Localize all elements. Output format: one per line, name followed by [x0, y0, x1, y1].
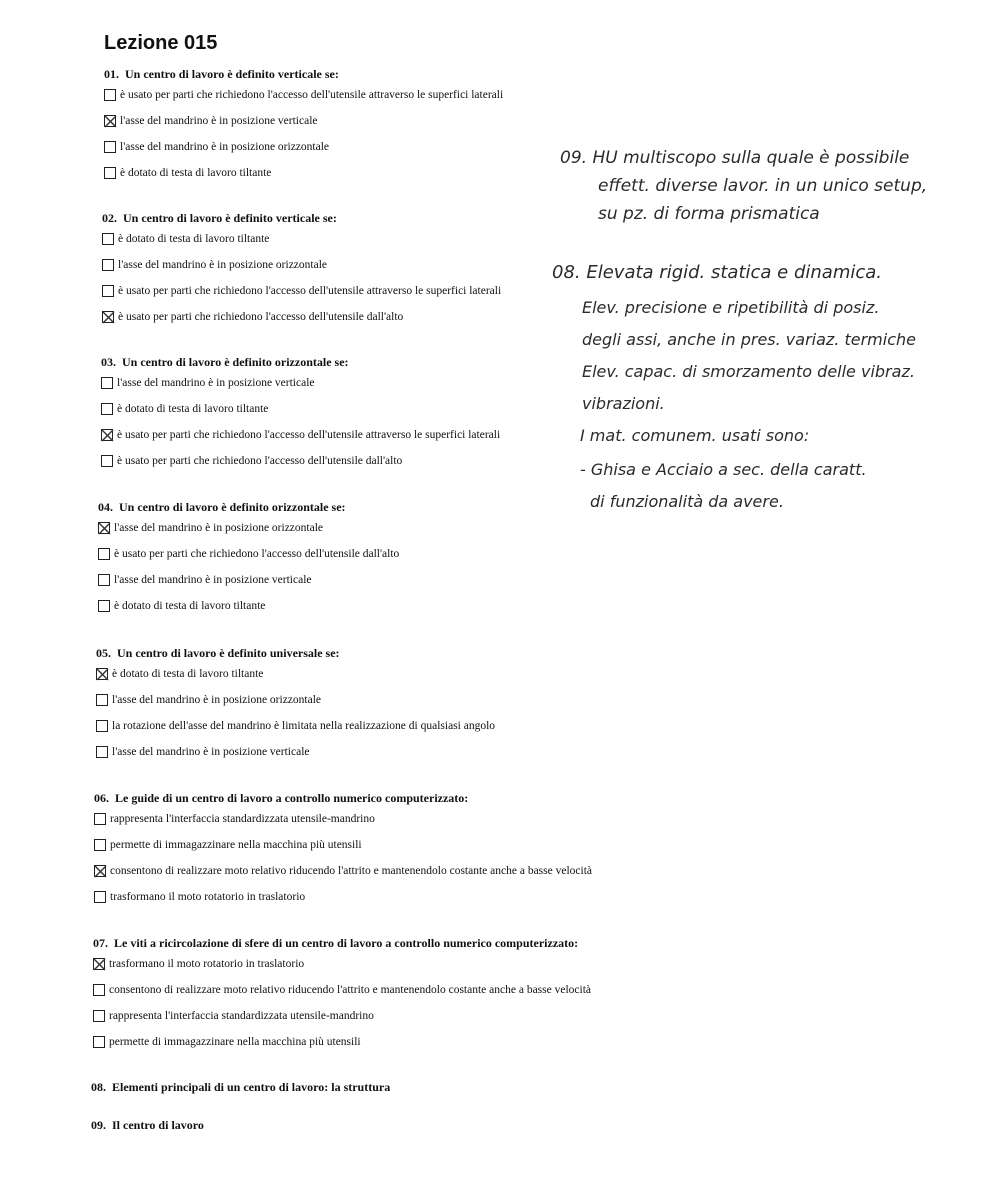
- question-9: [91, 1117, 204, 1133]
- question-text: Il centro di lavoro: [112, 1118, 204, 1132]
- option-label: è usato per parti che richiedono l'accesso dell'utensile dall'alto: [118, 311, 404, 323]
- handwritten-line: 08. Elevata rigid. statica e dinamica.: [552, 262, 883, 283]
- option-label: è dotato di testa di lavoro tiltante: [114, 600, 266, 612]
- answer-option[interactable]: [104, 138, 503, 156]
- question-text: Un centro di lavoro è definito verticale se:: [123, 211, 337, 225]
- option-label: è usato per parti che richiedono l'accesso dell'utensile dall'alto: [114, 548, 400, 560]
- question-2: [102, 210, 501, 326]
- option-label: l'asse del mandrino è in posizione verticale: [120, 115, 318, 127]
- question-text: Elementi principali di un centro di lavoro: la struttura: [112, 1080, 391, 1094]
- checked-checkbox[interactable]: [102, 311, 114, 323]
- option-label: trasformano il moto rotatorio in traslatorio: [110, 891, 306, 903]
- answer-option[interactable]: [102, 308, 501, 326]
- answer-option[interactable]: [94, 888, 592, 906]
- answer-option[interactable]: [93, 981, 591, 999]
- options-list: [101, 374, 500, 470]
- checkbox[interactable]: [93, 1010, 105, 1022]
- checkbox[interactable]: [94, 839, 106, 851]
- answer-option[interactable]: [96, 743, 495, 761]
- answer-option[interactable]: [96, 717, 495, 735]
- page-title: Lezione 015: [104, 32, 218, 54]
- cross-mark-icon: [96, 668, 109, 681]
- options-list: [98, 519, 399, 615]
- options-list: [94, 810, 592, 906]
- answer-option[interactable]: [98, 519, 399, 537]
- option-label: l'asse del mandrino è in posizione verticale: [117, 377, 315, 389]
- question-4: [98, 499, 399, 615]
- option-label: è dotato di testa di lavoro tiltante: [118, 233, 270, 245]
- answer-option[interactable]: [101, 374, 500, 392]
- question-number: 01.: [104, 67, 119, 81]
- checked-checkbox[interactable]: [98, 522, 110, 534]
- checkbox[interactable]: [94, 891, 106, 903]
- option-label: l'asse del mandrino è in posizione orizzontale: [114, 522, 324, 534]
- handwritten-line: I mat. comunem. usati sono:: [580, 426, 810, 445]
- question-3: [101, 354, 500, 470]
- option-label: è usato per parti che richiedono l'accesso dell'utensile attraverso le superfici laterali: [120, 89, 504, 101]
- answer-option[interactable]: [94, 836, 592, 854]
- question-title: [104, 66, 503, 82]
- question-number: 06.: [94, 791, 109, 805]
- question-title: [102, 210, 501, 226]
- option-label: trasformano il moto rotatorio in traslatorio: [109, 958, 305, 970]
- question-number: 07.: [93, 936, 108, 950]
- answer-option[interactable]: [104, 86, 503, 104]
- question-number: 02.: [102, 211, 117, 225]
- handwritten-line: 09. HU multiscopo sulla quale è possibile: [560, 148, 910, 168]
- option-label: l'asse del mandrino è in posizione orizzontale: [120, 141, 330, 153]
- question-5: [96, 645, 495, 761]
- answer-option[interactable]: [98, 597, 399, 615]
- answer-option[interactable]: [96, 665, 495, 683]
- options-list: [93, 955, 591, 1051]
- cross-mark-icon: [93, 958, 106, 971]
- checkbox[interactable]: [98, 548, 110, 560]
- checkbox[interactable]: [98, 600, 110, 612]
- question-title: [91, 1117, 204, 1133]
- option-label: l'asse del mandrino è in posizione orizzontale: [112, 694, 322, 706]
- handwritten-line: di funzionalità da avere.: [590, 492, 784, 511]
- checkbox[interactable]: [93, 1036, 105, 1048]
- option-label: permette di immagazzinare nella macchina più utensili: [109, 1036, 361, 1048]
- question-title: [96, 645, 495, 661]
- question-title: [101, 354, 500, 370]
- question-text: Un centro di lavoro è definito orizzontale se:: [122, 355, 349, 369]
- options-list: [102, 230, 501, 326]
- question-text: Un centro di lavoro è definito verticale se:: [125, 67, 339, 81]
- option-label: è dotato di testa di lavoro tiltante: [112, 668, 264, 680]
- question-title: [91, 1079, 390, 1095]
- option-label: consentono di realizzare moto relativo riducendo l'attrito e mantenendolo costante anche a basse velocità: [110, 865, 593, 877]
- checkbox[interactable]: [102, 233, 114, 245]
- checked-checkbox[interactable]: [94, 865, 106, 877]
- question-text: Un centro di lavoro è definito universale se:: [117, 646, 340, 660]
- cross-mark-icon: [101, 429, 114, 442]
- question-number: 09.: [91, 1118, 106, 1132]
- answer-option[interactable]: [102, 282, 501, 300]
- cross-mark-icon: [94, 865, 107, 878]
- question-text: Le viti a ricircolazione di sfere di un centro di lavoro a controllo numerico computerizzato:: [114, 936, 579, 950]
- question-title: [98, 499, 399, 515]
- handwritten-line: degli assi, anche in pres. variaz. termiche: [582, 330, 916, 349]
- checkbox[interactable]: [102, 285, 114, 297]
- checked-checkbox[interactable]: [101, 429, 113, 441]
- handwritten-line: Elev. capac. di smorzamento delle vibraz.: [582, 362, 915, 381]
- answer-option[interactable]: [98, 545, 399, 563]
- question-number: 03.: [101, 355, 116, 369]
- answer-option[interactable]: [94, 810, 592, 828]
- answer-option[interactable]: [102, 256, 501, 274]
- checkbox[interactable]: [96, 746, 108, 758]
- option-label: è usato per parti che richiedono l'accesso dell'utensile dall'alto: [117, 455, 403, 467]
- answer-option[interactable]: [94, 862, 592, 880]
- question-number: 04.: [98, 500, 113, 514]
- option-label: permette di immagazzinare nella macchina più utensili: [110, 839, 362, 851]
- checked-checkbox[interactable]: [96, 668, 108, 680]
- options-list: [104, 86, 503, 182]
- option-label: è dotato di testa di lavoro tiltante: [117, 403, 269, 415]
- checked-checkbox[interactable]: [93, 958, 105, 970]
- question-text: Un centro di lavoro è definito orizzontale se:: [119, 500, 346, 514]
- checked-checkbox[interactable]: [104, 115, 116, 127]
- option-label: consentono di realizzare moto relativo riducendo l'attrito e mantenendolo costante anche a basse velocità: [109, 984, 592, 996]
- answer-option[interactable]: [96, 691, 495, 709]
- option-label: l'asse del mandrino è in posizione verticale: [112, 746, 310, 758]
- answer-option[interactable]: [93, 955, 591, 973]
- checkbox[interactable]: [102, 259, 114, 271]
- question-6: [94, 790, 592, 906]
- handwritten-line: effett. diverse lavor. in un unico setup,: [598, 176, 928, 196]
- checkbox[interactable]: [104, 167, 116, 179]
- question-number: 08.: [91, 1080, 106, 1094]
- checkbox[interactable]: [98, 574, 110, 586]
- question-number: 05.: [96, 646, 111, 660]
- cross-mark-icon: [104, 115, 117, 128]
- question-text: Le guide di un centro di lavoro a controllo numerico computerizzato:: [115, 791, 469, 805]
- answer-option[interactable]: [93, 1033, 591, 1051]
- checkbox[interactable]: [101, 403, 113, 415]
- answer-option[interactable]: [104, 164, 503, 182]
- answer-option[interactable]: [101, 426, 500, 444]
- option-label: è usato per parti che richiedono l'accesso dell'utensile attraverso le superfici laterali: [117, 429, 501, 441]
- option-label: la rotazione dell'asse del mandrino è limitata nella realizzazione di qualsiasi angolo: [112, 720, 496, 732]
- cross-mark-icon: [98, 522, 111, 535]
- cross-mark-icon: [102, 311, 115, 324]
- option-label: l'asse del mandrino è in posizione verticale: [114, 574, 312, 586]
- question-8: [91, 1079, 390, 1095]
- checkbox[interactable]: [96, 720, 108, 732]
- checkbox[interactable]: [104, 89, 116, 101]
- option-label: rappresenta l'interfaccia standardizzata utensile-mandrino: [110, 813, 375, 825]
- option-label: è dotato di testa di lavoro tiltante: [120, 167, 272, 179]
- checkbox[interactable]: [101, 377, 113, 389]
- question-1: [104, 66, 503, 182]
- checkbox[interactable]: [96, 694, 108, 706]
- answer-option[interactable]: [104, 112, 503, 130]
- answer-option[interactable]: [101, 400, 500, 418]
- answer-option[interactable]: [101, 452, 500, 470]
- answer-option[interactable]: [102, 230, 501, 248]
- checkbox[interactable]: [104, 141, 116, 153]
- question-title: [93, 935, 591, 951]
- handwritten-line: - Ghisa e Acciaio a sec. della caratt.: [580, 460, 867, 479]
- question-7: [93, 935, 591, 1051]
- option-label: è usato per parti che richiedono l'accesso dell'utensile attraverso le superfici laterali: [118, 285, 502, 297]
- handwritten-line: vibrazioni.: [582, 394, 665, 413]
- answer-option[interactable]: [93, 1007, 591, 1025]
- options-list: [96, 665, 495, 761]
- option-label: rappresenta l'interfaccia standardizzata utensile-mandrino: [109, 1010, 374, 1022]
- checkbox[interactable]: [94, 813, 106, 825]
- handwritten-line: Elev. precisione e ripetibilità di posiz.: [582, 298, 880, 317]
- handwritten-line: su pz. di forma prismatica: [598, 204, 820, 224]
- checkbox[interactable]: [101, 455, 113, 467]
- answer-option[interactable]: [98, 571, 399, 589]
- question-title: [94, 790, 592, 806]
- option-label: l'asse del mandrino è in posizione orizzontale: [118, 259, 328, 271]
- checkbox[interactable]: [93, 984, 105, 996]
